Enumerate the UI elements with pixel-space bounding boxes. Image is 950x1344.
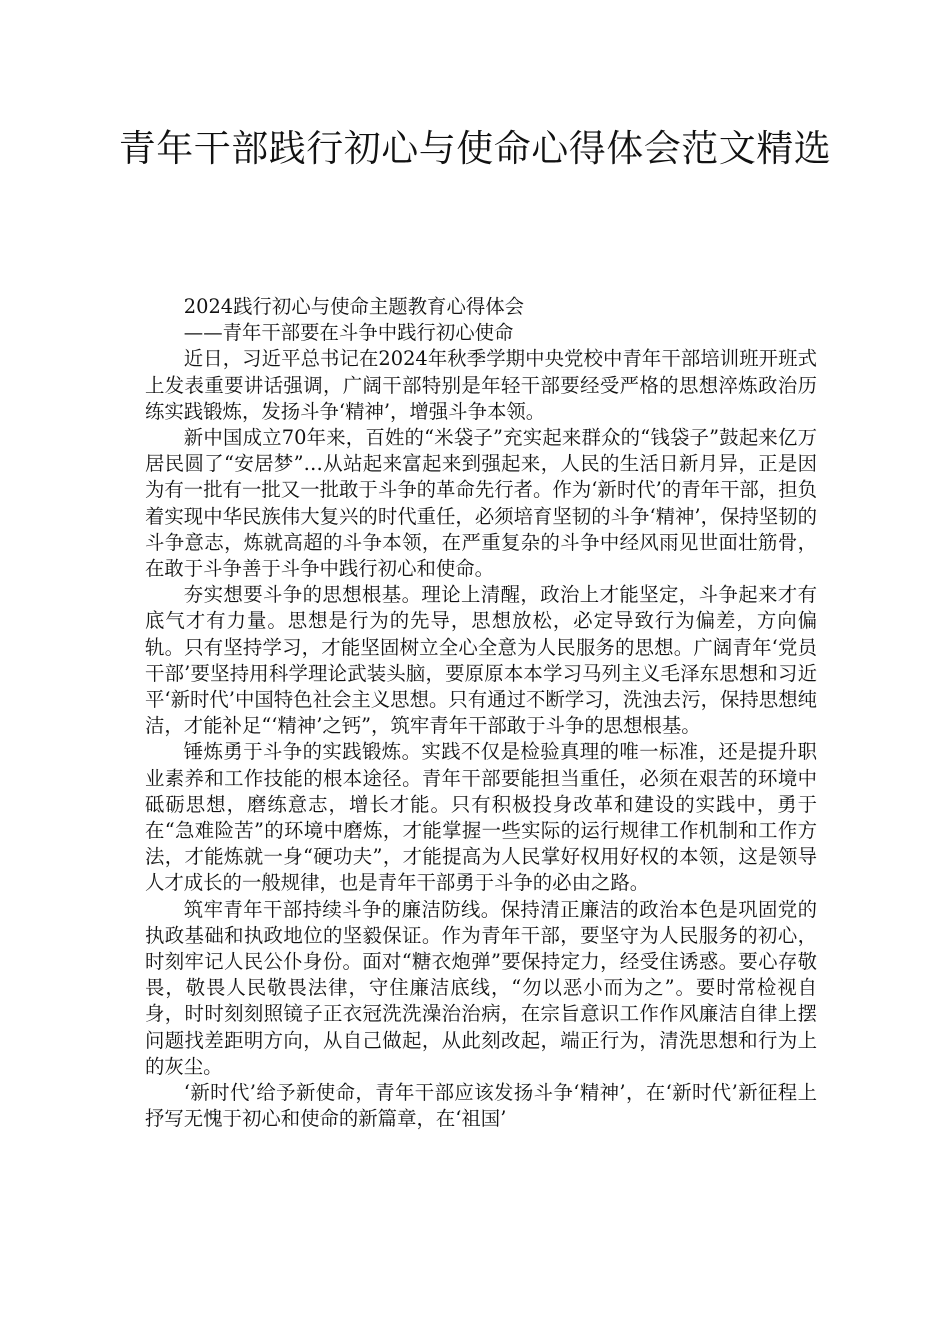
body-paragraph: 近日，习近平总书记在2024年秋季学期中央党校中青年干部培训班开班式上发表重要讲话强调，广阔干部特别是年轻干部要经受严格的思想淬炼政治历练实践锻炼，发扬斗争‘精神’，增强斗争本领。 [145,347,817,423]
document-title: 青年干部践行初心与使命心得体会范文精选 [118,127,832,170]
subtitle-line: 2024践行初心与使命主题教育心得体会 [183,295,525,318]
body-paragraph: 夯实想要斗争的思想根基。理论上清醒，政治上才能坚定，斗争起来才有底气才有力量。思想是行为的先导，思想放松，必定导致行为偏差，方向偏轨。只有坚持学习，才能坚固树立全心全意为人民服务的思想。广阔青年‘党员干部’要坚持用科学理论武装头脑，要原原本本学习马列主义毛泽东思想和习近平‘新时代’中国特色社会主义思想。只有通过不断学习，洗浊去污，保持思想纯洁，才能补足“‘精神’之钙”，筑牢青年干部敢于斗争的思想根基。 [145,583,817,738]
body-paragraph: 新中国成立70年来，百姓的“米袋子”充实起来群众的“钱袋子”鼓起来亿万居民圆了“安居梦”…从站起来富起来到强起来，人民的生活日新月异，正是因为有一批有一批又一批敢于斗争的革命先行者。作为‘新时代’的青年干部，担负着实现中华民族伟大复兴的时代重任，必须培育坚韧的斗争‘精神’，保持坚韧的斗争意志，炼就高超的斗争本领，在严重复杂的斗争中经风雨见世面壮筋骨，在敢于斗争善于斗争中践行初心和使命。 [145,426,817,581]
body-paragraph: ‘新时代’给予新使命，青年干部应该发扬斗争‘精神’，在‘新时代’新征程上抒写无愧于初心和使命的新篇章，在‘祖国’ [145,1081,817,1131]
subtitle-line: ——青年干部要在斗争中践行初心使命 [183,321,514,345]
body-paragraph: 筑牢青年干部持续斗争的廉洁防线。保持清正廉洁的政治本色是巩固党的执政基础和执政地位的坚毅保证。作为青年干部，要坚守为人民服务的初心，时刻牢记人民公仆身份。面对“糖衣炮弹”要保持定力，经受住诱惑。要心存敬畏，敬畏人民敬畏法律，守住廉洁底线，“勿以恶小而为之”。要时常检视自身，时时刻刻照镜子正衣冠洗洗澡治治病，在宗旨意识工作作风廉洁自律上摆问题找差距明方向，从自己做起，从此刻改起，端正行为，清洗思想和行为上的灰尘。 [145,897,817,1078]
body-paragraph: 锤炼勇于斗争的实践锻炼。实践不仅是检验真理的唯一标准，还是提升职业素养和工作技能的根本途径。青年干部要能担当重任，必须在艰苦的环境中砥砺思想，磨练意志，增长才能。只有积极投身改革和建设的实践中，勇于在“急难险苦”的环境中磨炼，才能掌握一些实际的运行规律工作机制和工作方法，才能炼就一身“硬功夫”，才能提高为人民掌好权用好权的本领，这是领导人才成长的一般规律，也是青年干部勇于斗争的必由之路。 [145,740,817,895]
document-body [145,294,817,1133]
